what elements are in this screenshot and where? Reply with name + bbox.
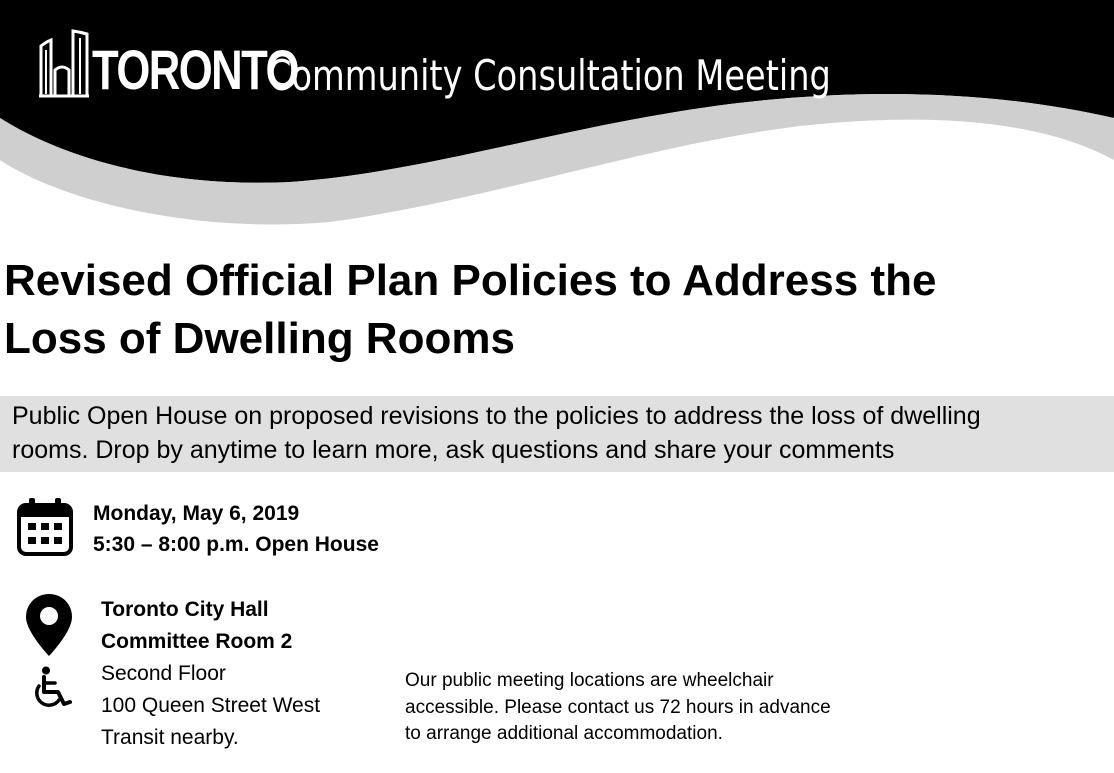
wheelchair-icon [30,666,76,712]
calendar-icon [16,497,74,557]
intro-box [0,396,1114,472]
map-pin-icon [24,592,74,658]
venue-name: Toronto City Hall [101,598,269,621]
accessibility-line-3: to arrange additional accommodation. [405,723,723,744]
banner-wave-graphic [0,0,1114,230]
intro-text [0,396,1114,467]
toronto-logo [38,26,298,101]
page-title: Community Consultation Meeting [268,51,831,100]
event-location [101,594,320,754]
event-datetime [93,498,379,560]
accessibility-note [405,668,925,748]
room-name: Committee Room 2 [101,630,293,653]
logo-wordmark: TORONTO [92,38,298,101]
event-date: Monday, May 6, 2019 [93,502,300,525]
event-time: 5:30 – 8:00 p.m. Open House [93,533,379,556]
headline-line-1: Revised Official Plan Policies to Address the [4,256,937,305]
headline [4,252,1104,368]
city-hall-logo-icon [38,28,90,98]
header-banner [0,0,1114,230]
accessibility-line-2: accessible. Please contact us 72 hours in advance [405,696,831,718]
street-address: 100 Queen Street West [101,694,321,717]
transit-info: Transit nearby. [101,726,239,749]
intro-line-1: Public Open House on proposed revisions to the policies to address the loss of dwelling [12,402,981,430]
headline-line-2: Loss of Dwelling Rooms [4,314,515,363]
floor-info: Second Floor [101,662,226,685]
intro-line-2: rooms. Drop by anytime to learn more, ask questions and share your comments [12,436,895,464]
accessibility-line-1: Our public meeting locations are wheelchair [405,670,774,691]
